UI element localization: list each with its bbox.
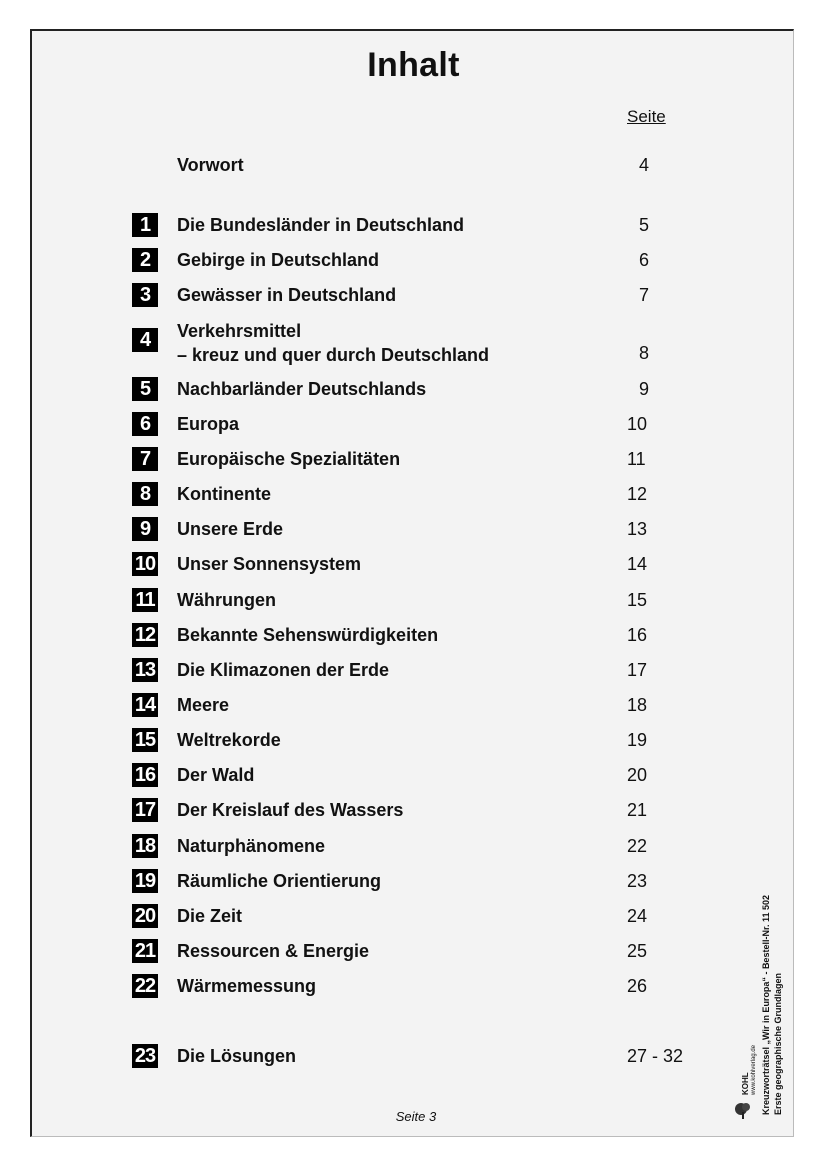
document-page	[30, 29, 794, 1137]
publisher-name	[742, 1045, 758, 1095]
toc-row	[0, 412, 827, 438]
toc-row	[0, 552, 827, 578]
toc-row	[0, 728, 827, 754]
toc-page-number: 13	[627, 519, 648, 539]
toc-row	[0, 623, 827, 649]
chapter-number-badge: 20	[132, 904, 158, 928]
toc-label: Vorwort	[177, 155, 244, 175]
chapter-number-badge: 19	[132, 869, 158, 893]
toc-row	[0, 517, 827, 543]
toc-page-number: 27 - 32	[627, 1046, 684, 1066]
toc-page-number: 17	[627, 660, 648, 680]
toc-row	[0, 658, 827, 684]
toc-row	[0, 248, 827, 274]
toc-page-number: 24	[627, 906, 648, 926]
toc-label: Unsere Erde	[177, 519, 284, 539]
page-title: Inhalt	[367, 46, 460, 84]
toc-page-number: 10	[627, 414, 648, 434]
toc-row	[0, 213, 827, 239]
toc-label: Ressourcen & Energie	[177, 941, 370, 961]
toc-label: Europa	[177, 414, 240, 434]
chapter-number-badge: 17	[132, 798, 158, 822]
toc-page-number: 21	[627, 800, 648, 820]
toc-row	[0, 834, 827, 860]
toc-row-vorwort	[0, 153, 827, 179]
toc-row	[0, 763, 827, 789]
toc-page-number: 11	[627, 449, 646, 469]
chapter-number-badge: 18	[132, 834, 158, 858]
toc-page-number: 25	[627, 941, 648, 961]
toc-label: Der Kreislauf des Wassers	[177, 800, 404, 820]
toc-page-number: 5	[638, 215, 649, 235]
chapter-number-badge: 16	[132, 763, 158, 787]
toc-row	[0, 588, 827, 614]
imprint-line-2: Erste geographische Grundlagen	[773, 972, 783, 1115]
toc-row	[0, 904, 827, 930]
toc-label: Der Wald	[177, 765, 255, 785]
toc-label: Räumliche Orientierung	[177, 871, 382, 891]
toc-label: Die Bundesländer in Deutschland	[177, 215, 465, 235]
publisher-website: www.kohlverlag.de	[751, 1044, 757, 1095]
toc-page-number: 19	[627, 730, 648, 750]
publisher-tree-icon	[733, 1100, 753, 1120]
chapter-number-badge: 13	[132, 658, 158, 682]
toc-label: Wärmemessung	[177, 976, 317, 996]
toc-row	[0, 377, 827, 403]
toc-label: Bekannte Sehenswürdigkeiten	[177, 625, 439, 645]
toc-label-line-1: Verkehrsmittel	[177, 321, 302, 341]
toc-row	[0, 974, 827, 1000]
toc-label: Europäische Spezialitäten	[177, 449, 401, 469]
toc-page-number: 4	[638, 155, 649, 175]
toc-label-line-2: – kreuz und quer durch Deutschland	[177, 345, 490, 365]
chapter-number-badge: 4	[132, 328, 158, 352]
publisher-imprint	[760, 895, 784, 1115]
toc-page-number: 12	[627, 484, 648, 504]
page-column-header: Seite	[627, 107, 666, 126]
chapter-number-badge: 10	[132, 552, 158, 576]
toc-label: Nachbarländer Deutschlands	[177, 379, 427, 399]
chapter-number-badge: 3	[132, 283, 158, 307]
toc-row	[0, 283, 827, 309]
toc-row	[0, 321, 827, 365]
chapter-number-badge: 15	[132, 728, 158, 752]
toc-page-number: 15	[627, 590, 648, 610]
chapter-number-badge: 12	[132, 623, 158, 647]
toc-label: Die Klimazonen der Erde	[177, 660, 390, 680]
toc-label: Währungen	[177, 590, 276, 610]
chapter-number-badge: 6	[132, 412, 158, 436]
toc-label: Unser Sonnensystem	[177, 554, 362, 574]
toc-page-number: 22	[627, 836, 648, 856]
chapter-number-badge: 11	[132, 588, 158, 612]
chapter-number-badge: 1	[132, 213, 158, 237]
toc-page-number: 7	[638, 285, 649, 305]
chapter-number-badge: 7	[132, 447, 158, 471]
toc-row	[0, 869, 827, 895]
toc-row	[0, 798, 827, 824]
toc-page-number: 16	[627, 625, 648, 645]
chapter-number-badge: 23	[132, 1044, 158, 1068]
toc-page-number: 20	[627, 765, 648, 785]
chapter-number-badge: 2	[132, 248, 158, 272]
toc-row	[0, 482, 827, 508]
toc-page-number: 14	[627, 554, 648, 574]
toc-page-number: 9	[638, 379, 649, 399]
chapter-number-badge: 5	[132, 377, 158, 401]
imprint-line-1: Kreuzworträtsel „Wir in Europa“ - Bestell-Nr. 11 502	[761, 895, 771, 1115]
toc-label: Gewässer in Deutschland	[177, 285, 397, 305]
toc-page-number: 26	[627, 976, 648, 996]
toc-row	[0, 693, 827, 719]
toc-label: Kontinente	[177, 484, 271, 504]
chapter-number-badge: 21	[132, 939, 158, 963]
toc-page-number: 8	[638, 343, 649, 363]
toc-label: Weltrekorde	[177, 730, 281, 750]
chapter-number-badge: 14	[132, 693, 158, 717]
chapter-number-badge: 8	[132, 482, 158, 506]
toc-page-number: 18	[627, 695, 648, 715]
toc-label: Gebirge in Deutschland	[177, 250, 380, 270]
toc-row	[0, 447, 827, 473]
toc-label: Meere	[177, 695, 230, 715]
toc-row	[0, 939, 827, 965]
toc-label	[177, 319, 489, 367]
toc-page-number: 23	[627, 871, 648, 891]
chapter-number-badge: 22	[132, 974, 158, 998]
chapter-number-badge: 9	[132, 517, 158, 541]
toc-page-number: 6	[638, 250, 649, 270]
toc-row	[0, 1044, 827, 1070]
toc-label: Die Lösungen	[177, 1046, 297, 1066]
page-footer: Seite 3	[395, 1109, 437, 1124]
toc-label: Naturphänomene	[177, 836, 326, 856]
publisher-logo-text: KOHL	[741, 1072, 750, 1095]
toc-label: Die Zeit	[177, 906, 243, 926]
